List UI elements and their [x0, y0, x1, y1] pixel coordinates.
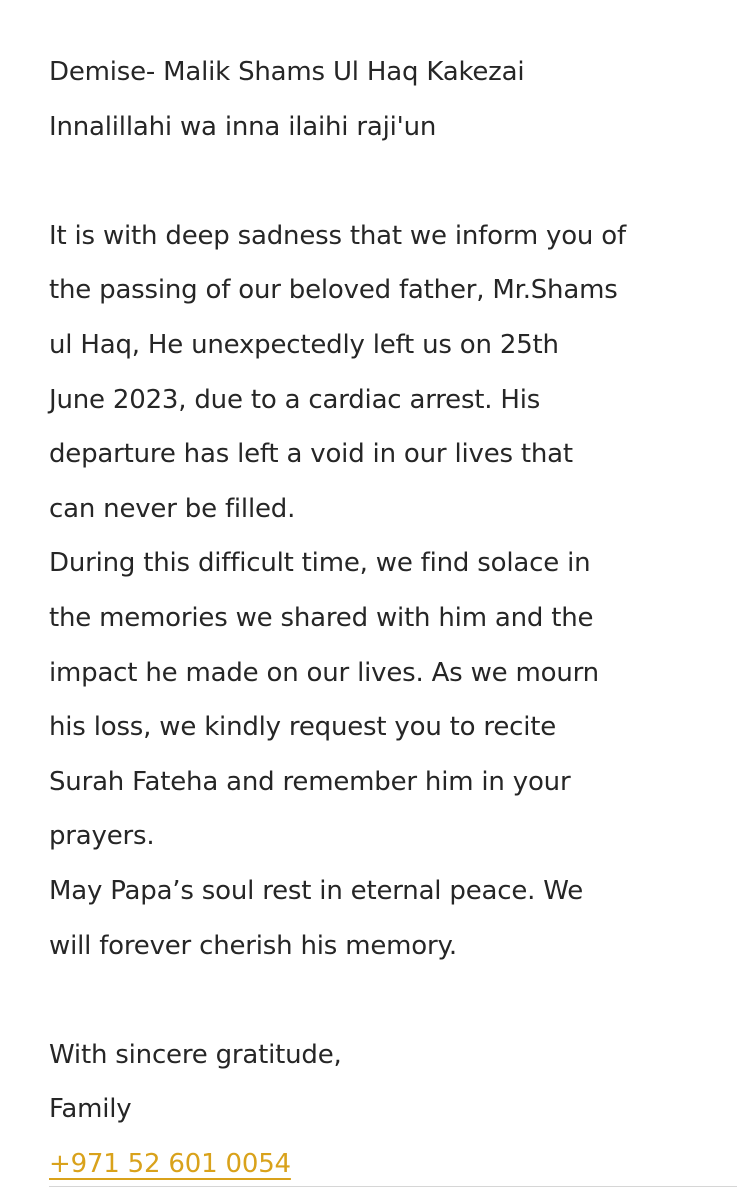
- paragraph-3-line-2: will forever cherish his memory.: [49, 930, 457, 961]
- phone-line: [49, 1137, 719, 1192]
- paragraph-2-line-1: During this difficult time, we find solace in: [49, 548, 591, 579]
- blank-line: [49, 154, 719, 209]
- divider: [49, 1186, 737, 1187]
- closing-line-1: With sincere gratitude,: [49, 1039, 342, 1070]
- heading-line-2: Innalillahi wa inna ilaihi raji'un: [49, 111, 437, 142]
- paragraph-2-line-6: prayers.: [49, 821, 155, 852]
- paragraph-1-line-1: It is with deep sadness that we inform you of: [49, 220, 626, 251]
- blank-line: [49, 973, 719, 1028]
- paragraph-1-line-4: June 2023, due to a cardiac arrest. His: [49, 384, 541, 415]
- phone-number-link[interactable]: +971 52 601 0054: [49, 1148, 291, 1179]
- heading-line-1: Demise- Malik Shams Ul Haq Kakezai: [49, 57, 525, 87]
- paragraph-3-line-1: May Papa’s soul rest in eternal peace. We: [49, 875, 584, 906]
- paragraph-2-line-5: Surah Fateha and remember him in your: [49, 766, 571, 797]
- paragraph-1-line-2: the passing of our beloved father, Mr.Shams: [49, 275, 618, 306]
- note-body: [49, 45, 719, 1191]
- paragraph-1-line-3: ul Haq, He unexpectedly left us on 25th: [49, 329, 559, 360]
- paragraph-2-line-4: his loss, we kindly request you to recite: [49, 712, 557, 743]
- paragraph-1-line-5: departure has left a void in our lives that: [49, 439, 573, 470]
- closing-line-2: Family: [49, 1094, 132, 1125]
- paragraph-1-line-6: can never be filled.: [49, 493, 296, 524]
- paragraph-2-line-3: impact he made on our lives. As we mourn: [49, 657, 599, 688]
- paragraph-2-line-2: the memories we shared with him and the: [49, 602, 594, 633]
